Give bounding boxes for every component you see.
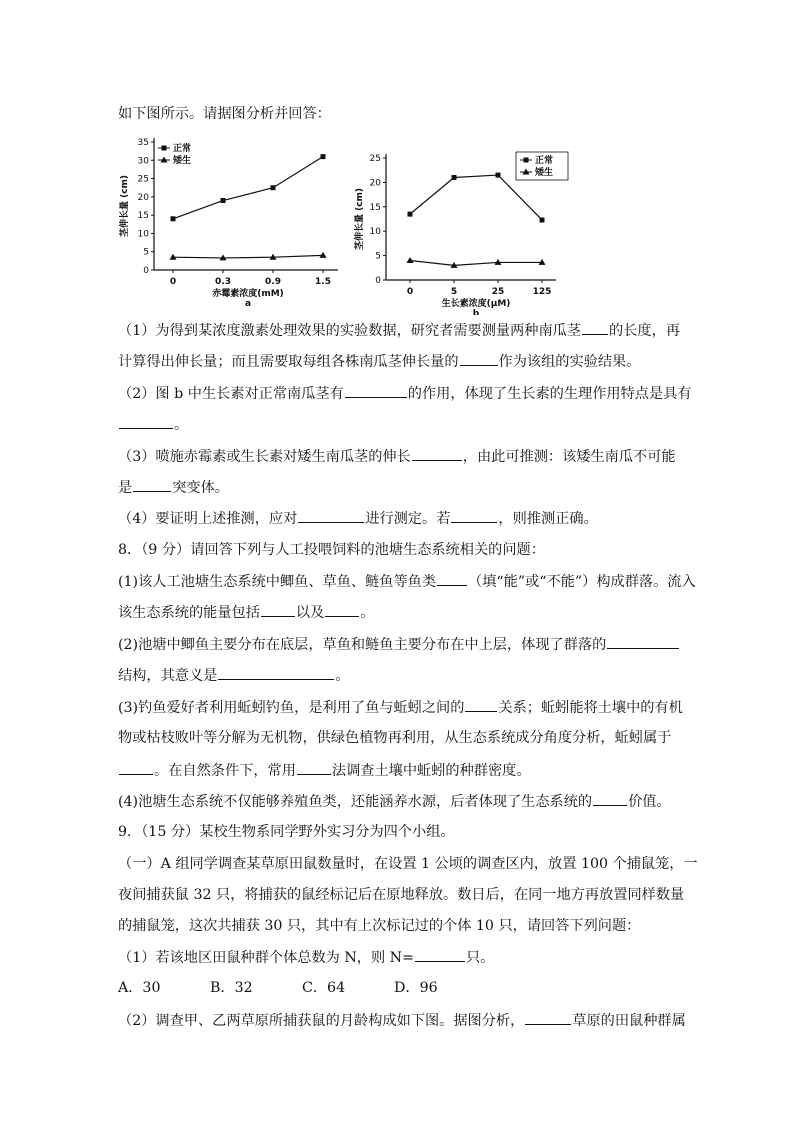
x-tick-label: 0.9 [265,277,281,287]
q8-part2-line2: 结构，其意义是 。 [118,665,350,686]
chart-a [112,130,342,315]
q7-part3-line1: （3）喷施赤霉素或生长素对矮生南瓜茎的伸长 ，由此可推测：该矮生南瓜不可能 [118,446,676,467]
y-tick-label: 20 [369,178,381,189]
intro-text: 如下图所示。请据图分析并回答： [118,106,331,122]
q9-part2: （2）调查甲、乙两草原所捕获鼠的月龄构成如下图。据图分析， 草原的田鼠种群属 [118,1010,686,1031]
y-tick-label: 0 [375,276,381,286]
y-tick-label: 5 [375,251,381,262]
blank [607,634,679,649]
option-c[interactable]: C．64 [302,980,346,996]
blank [218,665,334,680]
blank [345,383,407,398]
blank [325,602,359,617]
x-tick-label: 1.5 [315,277,331,287]
blank [412,446,462,461]
option-a[interactable]: A．30 [118,980,161,996]
q9-section-a-line3: 的捕鼠笼，这次共捕获 30 只，其中有上次标记过的个体 10 只，请回答下列问题： [118,918,641,934]
blank [261,602,295,617]
blank [593,791,627,806]
blank [451,508,497,523]
data-point [321,154,326,159]
y-tick-label: 10 [369,227,381,238]
series-line [173,157,323,219]
y-tick-label: 25 [369,154,381,164]
y-tick-label: 15 [369,202,381,213]
x-tick-label: 0 [406,287,414,297]
blank [525,1010,571,1025]
data-point [221,198,226,203]
y-axis-label: 茎伸长量 (cm) [355,187,365,251]
series-line [410,260,542,265]
y-tick-label: 15 [137,211,149,222]
data-point [496,173,501,178]
y-tick-label: 35 [137,138,149,148]
x-tick-label: 0.3 [215,277,231,287]
q9-heading: 9．（15 分）某校生物系同学野外实习分为四个小组。 [118,824,455,840]
q7-part1-line1: （1）为得到某浓度激素处理效果的实验数据，研究者需要测量两种南瓜茎 的长度，再 [118,320,680,341]
legend-marker [524,158,529,163]
blank [297,760,331,775]
blank [460,351,498,366]
x-tick-label: 125 [532,287,552,297]
y-tick-label: 10 [137,229,149,240]
q9-section-a-line2: 夜间捕获鼠 32 只，将捕获的鼠经标记后在原地释放。数日后，在同一地方再放置同样数量 [118,887,685,903]
q8-part4: (4)池塘生态系统不仅能够养殖鱼类，还能涵养水源，后者体现了生态系统的 价值。 [118,791,671,812]
q7-part2-line1: （2）图 b 中生长素对正常南瓜茎有 的作用，体现了生长素的生理作用特点是具有 [118,383,692,404]
blank [119,414,173,429]
legend-label: 矮生 [173,156,192,166]
q8-part2-line1: (2)池塘中鲫鱼主要分布在底层，草鱼和鲢鱼主要分布在中上层，体现了群落的 [118,634,680,655]
q7-part1-line2: 计算得出伸长量；而且需要取每组各株南瓜茎伸长量的 作为该组的实验结果。 [118,351,640,372]
legend-label: 正常 [173,144,192,154]
q9-part1: （1）若该地区田鼠种群个体总数为 N，则 N= 只。 [118,947,494,968]
q9-options [118,978,486,998]
q9-section-a-line1: （一）A 组同学调查某草原田鼠数量时，在设置 1 公顷的调查区内，放置 100 个捕鼠笼，一 [118,856,698,872]
y-tick-label: 20 [137,192,149,203]
legend-label: 正常 [535,156,554,166]
y-axis-label: 茎伸长量 (cm) [120,174,130,238]
blank [415,947,465,962]
chart-sublabel: a [244,299,252,309]
x-tick-label: 5 [450,287,458,297]
series-line [173,255,323,258]
chart-b [350,145,580,315]
q8-part1-line1: (1)该人工池塘生态系统中鲫鱼、草鱼、鲢鱼等鱼类 （填“能”或“不能”）构成群落。流入 [118,571,696,592]
x-axis-label: 赤霉素浓度(mM) [212,289,284,299]
data-point [171,216,176,221]
q7-part3-line2: 是 突变体。 [118,477,229,498]
series-line [410,175,542,220]
data-point [407,257,414,263]
q7-part2-line2: 。 [118,414,188,435]
legend-label: 矮生 [535,168,554,178]
data-point [540,217,545,222]
x-tick-label: 0 [169,277,177,287]
x-tick-label: 25 [491,287,505,297]
blank [119,760,153,775]
data-point [408,212,413,217]
legend-marker [162,146,167,151]
y-tick-label: 5 [143,247,149,258]
q8-part3-line2: 物或枯枝败叶等分解为无机物，供绿色植物再利用，从生态系统成分角度分析，蚯蚓属于 [118,730,672,746]
blank [298,508,364,523]
q8-part3-line1: (3)钓鱼爱好者利用蚯蚓钓鱼，是利用了鱼与蚯蚓之间的 关系；蚯蚓能将土壤中的有机 [118,697,683,718]
option-d[interactable]: D．96 [394,980,438,996]
data-point [271,185,276,190]
chart-sublabel: b [472,309,480,315]
q8-part3-line3: 。在自然条件下，常用 法调查土壤中蚯蚓的种群密度。 [118,760,531,781]
blank [133,477,171,492]
q8-heading: 8．（9 分）请回答下列与人工投喂饲料的池塘生态系统相关的问题： [118,542,545,558]
blank [582,320,608,335]
y-tick-label: 25 [137,174,149,185]
data-point [452,175,457,180]
option-b[interactable]: B．32 [210,980,253,996]
y-tick-label: 30 [137,156,149,167]
x-axis-label: 生长素浓度(μM) [441,299,511,309]
q8-part1-line2: 该生态系统的能量包括 以及 。 [118,602,374,623]
blank [465,697,497,712]
blank [437,571,467,586]
y-tick-label: 0 [143,266,149,276]
q7-part4: （4）要证明上述推测，应对 进行测定。若 ，则推测正确。 [118,508,598,529]
